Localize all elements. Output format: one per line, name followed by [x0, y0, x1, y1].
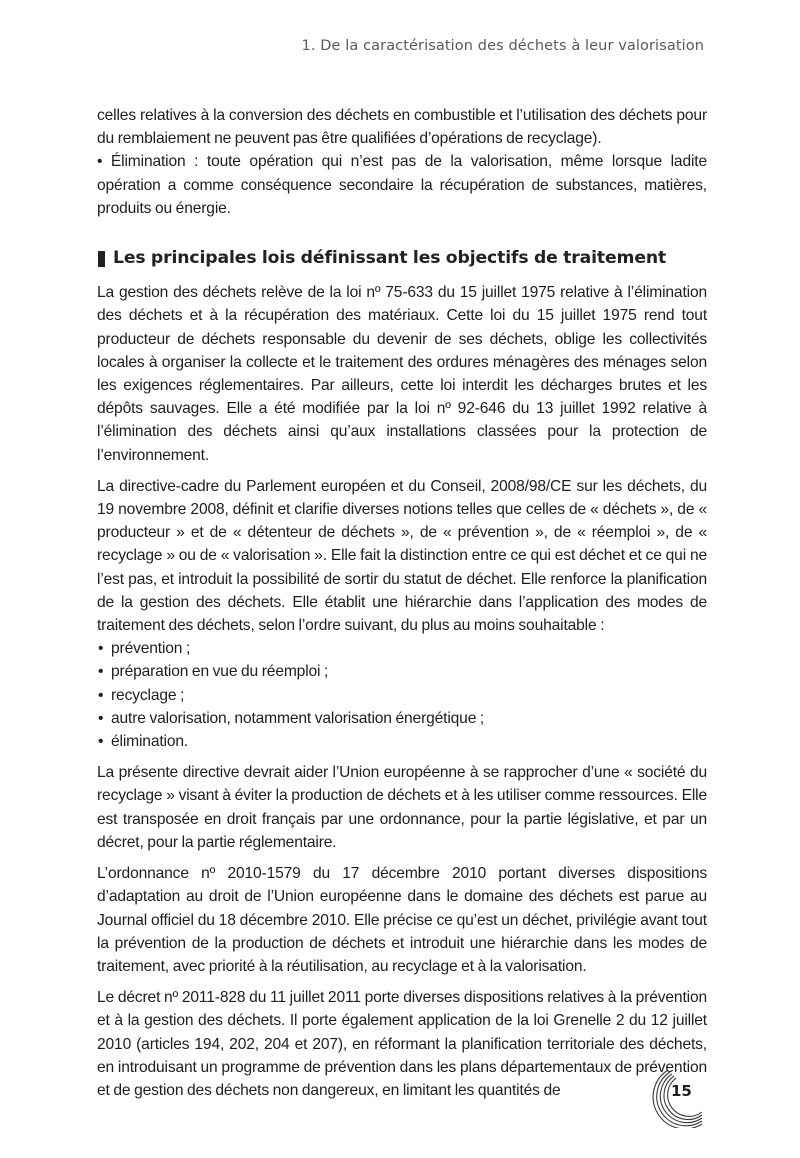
list-item — [97, 684, 707, 707]
elimination-text: Élimination : toute opération qui n’est pas de la valorisation, même lorsque ladite opération a comme conséquence secondaire la récupération de substances, matières, produits ou énergie. — [97, 153, 707, 217]
list-item-text: élimination. — [111, 733, 189, 751]
section-heading-text: Les principales lois définissant les objectifs de traitement — [113, 248, 667, 269]
list-item — [97, 707, 707, 730]
intro-continuation: celles relatives à la conversion des déchets en combustible et l’utilisation des déchets pour du remblaiement ne peuvent pas être qualifiées d’opérations de recyclage). — [97, 107, 707, 148]
treatment-hierarchy-list — [97, 637, 707, 753]
page-number-badge — [652, 1068, 712, 1128]
heading-bar-icon — [98, 251, 105, 267]
page-body — [97, 104, 707, 1102]
paragraph-directive-2008: La directive-cadre du Parlement européen et du Conseil, 2008/98/CE sur les déchets, du 19 novembre 2008, définit et clarifie diverses notions telles que celles de « déchets », de « producteur » et de « détenteur de déchets », de « prévention », de « réemploi », de « recyclage » ou de « valorisation ». Elle fait la distinction entre ce qui est déchet et ce qui ne l’est pas, et introduit la possibilité de sortir du statut de déchet. Elle renforce la planification de la gestion des déchets. Elle établit une hiérarchie dans l’application des modes de traitement des déchets, selon l’ordre suivant, du plus au moins souhaitable : — [97, 477, 707, 635]
list-item-text: préparation en vue du réemploi ; — [111, 663, 329, 681]
bullet-icon: • — [98, 709, 104, 727]
list-item — [97, 637, 707, 660]
page-number: 15 — [671, 1082, 692, 1100]
paragraph-decret-2011: Le décret nº 2011-828 du 11 juillet 2011 porte diverses dispositions relatives à la prévention et à la gestion des déchets. Il porte également application de la loi Grenelle 2 du 12 juillet 2010 (articles 194, 202, 204 et 207), en réformant la planification territoriale des déchets, en introduisant un programme de prévention dans les plans départementaux de prévention et de gestion des déchets non dangereux, en limitant les quantités de — [97, 989, 707, 1099]
elimination-definition — [97, 150, 707, 220]
list-item — [97, 660, 707, 683]
bullet-icon: • — [98, 686, 104, 704]
list-item — [97, 730, 707, 753]
section-heading — [97, 247, 707, 270]
bullet-icon: • — [98, 640, 104, 658]
bullet-icon: • — [98, 733, 104, 751]
paragraph-loi-1975: La gestion des déchets relève de la loi nº 75-633 du 15 juillet 1975 relative à l’élimination des déchets et à la récupération des matériaux. Cette loi du 15 juillet 1975 rend tout producteur de déchets responsable du devenir de ses déchets, oblige les collectivités locales à organiser la collecte et le traitement des ordures ménagères des ménages selon les exigences réglementaires. Par ailleurs, cette loi interdit les décharges brutes et les dépôts sauvages. Elle a été modifiée par la loi nº 92-646 du 13 juillet 1992 relative à l’élimination des déchets ainsi qu’aux installations classées pour la protection de l’environnement. — [97, 284, 707, 464]
running-header: 1. De la caractérisation des déchets à leur valorisation — [301, 38, 704, 54]
list-item-text: recyclage ; — [111, 686, 185, 704]
paragraph-societe-recyclage: La présente directive devrait aider l’Union européenne à se rapprocher d’une « société du recyclage » visant à éviter la production de déchets et à les utiliser comme ressources. Elle est transposée en droit français par une ordonnance, pour la partie législative, et par un décret, pour la partie réglementaire. — [97, 764, 707, 851]
list-item-text: autre valorisation, notamment valorisation énergétique ; — [111, 709, 485, 727]
paragraph-ordonnance-2010: L’ordonnance nº 2010-1579 du 17 décembre 2010 portant diverses dispositions d’adaptation au droit de l’Union européenne dans le domaine des déchets est parue au Journal officiel du 18 décembre 2010. Elle précise ce qu’est un déchet, privilégie avant tout la prévention de la production de déchets et introduit une hiérarchie dans les modes de traitement, avec priorité à la réutilisation, au recyclage et à la valorisation. — [97, 865, 707, 975]
bullet-icon: • — [97, 153, 103, 171]
bullet-icon: • — [98, 663, 104, 681]
list-item-text: prévention ; — [111, 640, 191, 658]
